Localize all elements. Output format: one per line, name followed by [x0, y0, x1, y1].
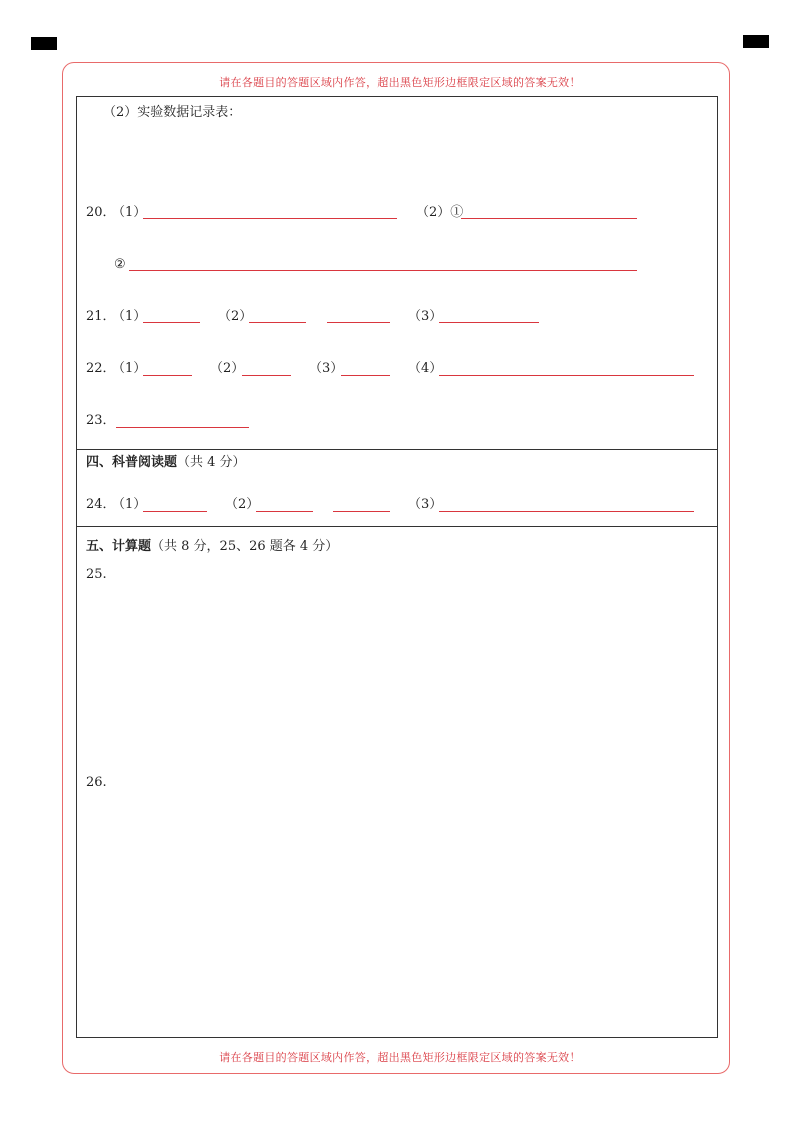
q21-part3-answer-line[interactable] [439, 322, 539, 323]
q24-number: 24． [86, 497, 116, 512]
section-divider-4 [77, 449, 717, 450]
q25-number: 25. [86, 567, 107, 582]
q22-part4-label: （4） [408, 361, 443, 376]
q21-number: 21． [86, 309, 116, 324]
q24-part2b-answer-line[interactable] [333, 511, 390, 512]
q22-number: 22． [86, 361, 116, 376]
q20-part2-label: （2）① [416, 205, 464, 220]
q24-part2a-answer-line[interactable] [256, 511, 313, 512]
q20-part2b-label: ② [114, 257, 126, 272]
q21-part1-answer-line[interactable] [143, 322, 200, 323]
alignment-marker-right [743, 35, 769, 48]
section4-heading [86, 456, 246, 470]
q24-part3-label: （3） [408, 497, 443, 512]
q21-part3-label: （3） [408, 309, 443, 324]
q21-part1-label: （1） [112, 309, 147, 324]
section5-note: （共 8 分，25、26 题各 4 分） [151, 539, 339, 554]
q23-answer-line[interactable] [116, 427, 249, 428]
q19-part2-label: （2）实验数据记录表： [103, 105, 242, 120]
q21-part2a-answer-line[interactable] [249, 322, 306, 323]
q22-part2-answer-line[interactable] [242, 375, 291, 376]
q20-part1-label: （1） [112, 205, 147, 220]
q24-part1-answer-line[interactable] [143, 511, 207, 512]
section4-note: （共 4 分） [177, 455, 246, 470]
q22-part2-label: （2） [210, 361, 245, 376]
q21-part2-label: （2） [218, 309, 253, 324]
q22-part1-answer-line[interactable] [143, 375, 192, 376]
section5-title: 五、计算题 [86, 539, 152, 554]
q24-part1-label: （1） [112, 497, 147, 512]
q23-number: 23． [86, 413, 116, 428]
q22-part1-label: （1） [112, 361, 147, 376]
q20-part2-answer-line[interactable] [461, 218, 637, 219]
warning-bottom: 请在各题目的答题区域内作答，超出黑色矩形边框限定区域的答案无效！ [219, 1051, 581, 1064]
q21-part2b-answer-line[interactable] [327, 322, 390, 323]
q20-part1-answer-line[interactable] [143, 218, 397, 219]
answer-area-frame [76, 96, 718, 1038]
q20-part2b-answer-line[interactable] [129, 270, 637, 271]
q20-number: 20． [86, 205, 116, 220]
q24-part3-answer-line[interactable] [439, 511, 694, 512]
section5-heading [86, 540, 338, 554]
alignment-marker-left [31, 37, 57, 50]
section-divider-5 [77, 526, 717, 527]
q26-number: 26. [86, 775, 107, 790]
q24-part2-label: （2） [225, 497, 260, 512]
q22-part3-label: （3） [309, 361, 344, 376]
section4-title: 四、科普阅读题 [86, 455, 178, 470]
q22-part4-answer-line[interactable] [439, 375, 694, 376]
warning-top: 请在各题目的答题区域内作答，超出黑色矩形边框限定区域的答案无效！ [219, 76, 581, 89]
q22-part3-answer-line[interactable] [341, 375, 390, 376]
